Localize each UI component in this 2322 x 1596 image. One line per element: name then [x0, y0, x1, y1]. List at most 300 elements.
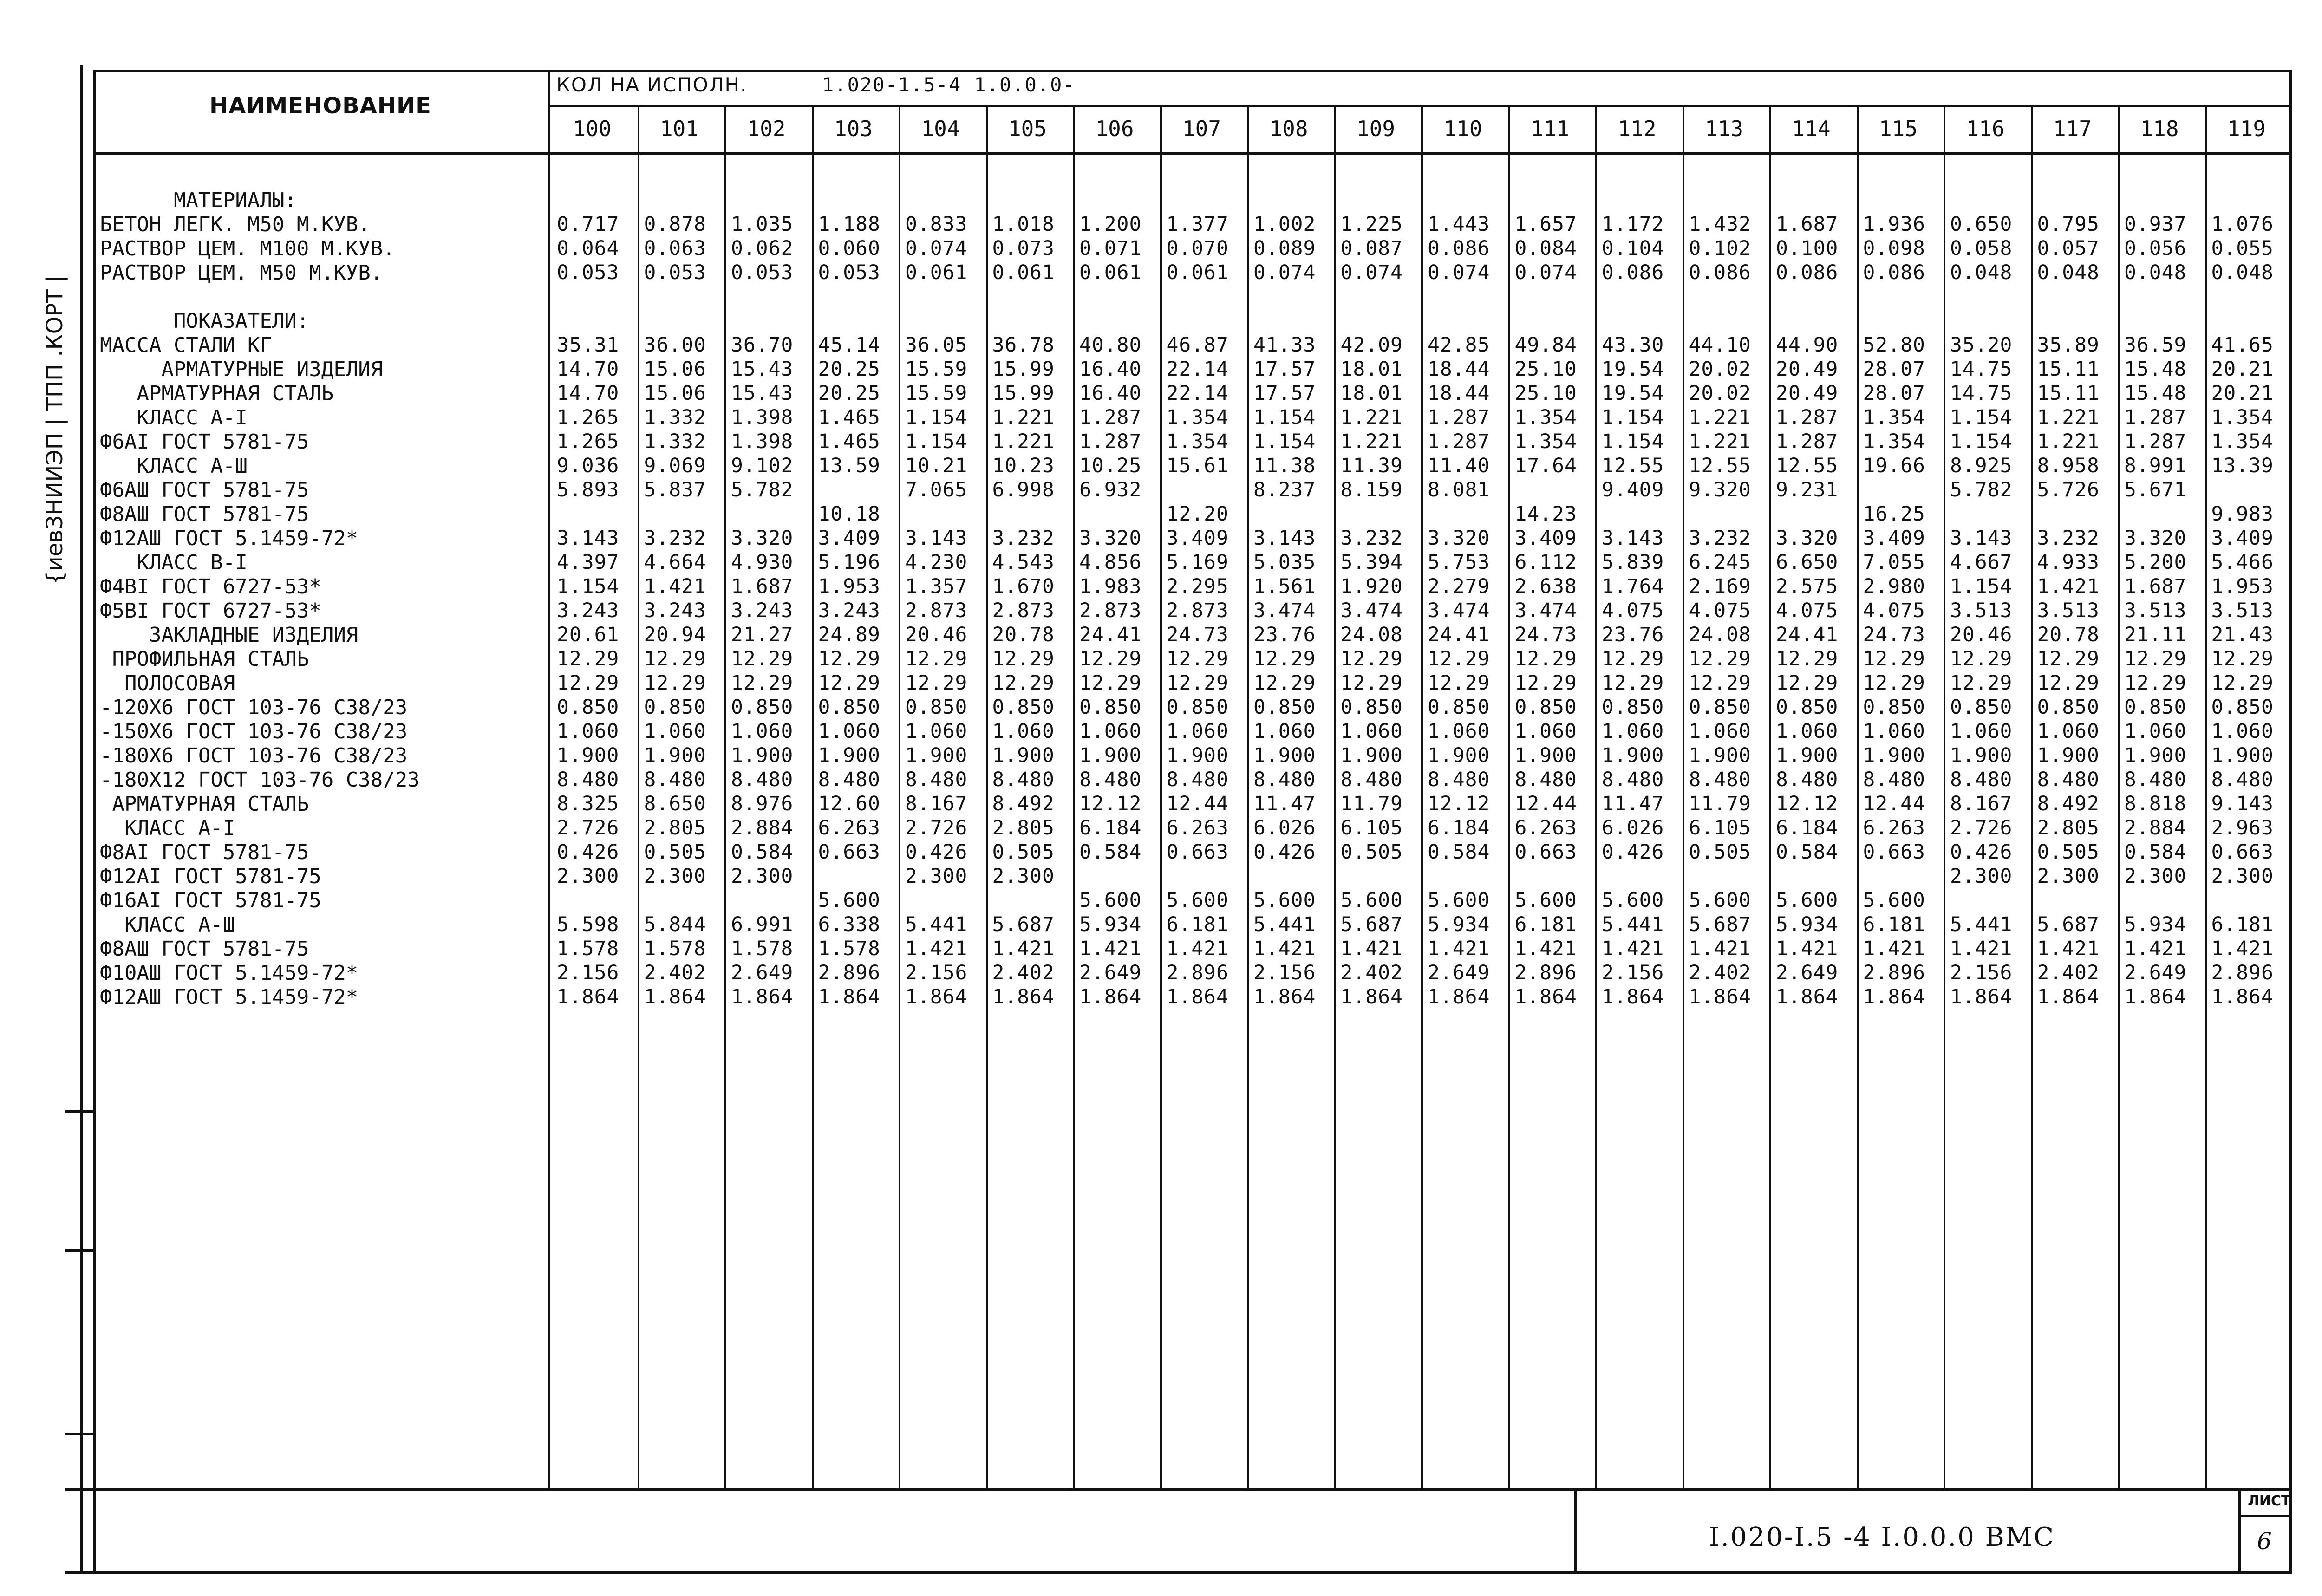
row-name: МАТЕРИАЛЫ:: [100, 189, 297, 212]
table-cell: 1.421: [1776, 937, 1839, 960]
table-cell: 13.39: [2211, 454, 2274, 477]
table-cell: 1.421: [992, 937, 1055, 960]
column-number: 101: [659, 116, 699, 141]
table-cell: 3.474: [1340, 599, 1403, 622]
table-cell: 20.61: [557, 623, 620, 646]
table-cell: 5.441: [905, 913, 968, 936]
table-cell: 0.070: [1166, 237, 1229, 260]
table-cell: 1.864: [644, 985, 706, 1009]
table-cell: 1.421: [1689, 937, 1751, 960]
column-number: 103: [834, 116, 873, 141]
table-cell: 11.79: [1689, 792, 1751, 815]
table-cell: 10.25: [1079, 454, 1142, 477]
row-name: РАСТВОР ЦЕМ. М100 М.КУВ.: [100, 237, 395, 261]
table-cell: 8.480: [731, 768, 794, 791]
table-cell: 2.963: [2211, 816, 2274, 840]
table-cell: 1.864: [1079, 985, 1142, 1009]
table-cell: 4.075: [1863, 599, 1925, 622]
table-cell: 1.421: [1079, 937, 1142, 960]
table-cell: 0.850: [1340, 696, 1403, 719]
table-cell: 1.060: [1166, 720, 1229, 743]
table-cell: 2.649: [1776, 961, 1839, 984]
table-cell: 42.85: [1428, 333, 1490, 357]
table-cell: 44.90: [1776, 333, 1839, 357]
table-cell: 0.086: [1689, 261, 1751, 284]
table-cell: 1.900: [1166, 744, 1229, 767]
table-cell: 0.850: [557, 696, 620, 719]
table-cell: 0.850: [1253, 696, 1316, 719]
table-cell: 1.287: [2124, 406, 2187, 429]
side-stamp-text: {иевЗНИИЭП | ТПП .КОРТ |: [42, 274, 68, 585]
table-cell: 19.54: [1602, 358, 1664, 381]
column-number: 110: [1443, 116, 1482, 141]
table-cell: 2.300: [2037, 865, 2100, 888]
table-cell: 1.864: [992, 985, 1055, 1009]
table-cell: 35.31: [557, 333, 620, 357]
table-cell: 3.513: [2211, 599, 2274, 622]
table-cell: 12.29: [992, 671, 1055, 695]
table-cell: 1.864: [1689, 985, 1751, 1009]
table-cell: 12.29: [557, 671, 620, 695]
row-name: Ф12АШ ГОСТ 5.1459-72*: [100, 527, 359, 550]
table-cell: 0.584: [1428, 840, 1490, 864]
table-cell: 2.649: [2124, 961, 2187, 984]
table-cell: 12.29: [2124, 671, 2187, 695]
table-cell: 1.154: [557, 575, 620, 598]
table-cell: 0.850: [1863, 696, 1925, 719]
table-cell: 1.900: [1340, 744, 1403, 767]
table-cell: 0.663: [2211, 840, 2274, 864]
table-cell: 11.40: [1428, 454, 1490, 477]
table-cell: 3.320: [1776, 527, 1839, 550]
table-cell: 6.650: [1776, 551, 1839, 574]
table-cell: 12.29: [731, 647, 794, 671]
table-cell: 1.287: [1428, 406, 1490, 429]
table-cell: 12.29: [1514, 671, 1577, 695]
table-cell: 0.505: [1689, 840, 1751, 864]
table-cell: 6.105: [1340, 816, 1403, 840]
table-cell: 9.409: [1602, 478, 1664, 502]
table-cell: 8.480: [1428, 768, 1490, 791]
table-cell: 20.21: [2211, 358, 2274, 381]
table-cell: 2.279: [1428, 575, 1490, 598]
table-cell: 14.23: [1514, 502, 1577, 526]
table-cell: 0.850: [2124, 696, 2187, 719]
table-cell: 2.300: [2124, 865, 2187, 888]
table-cell: 3.143: [1602, 527, 1664, 550]
column-number: 116: [1966, 116, 2005, 141]
column-divider: [1247, 107, 1249, 1488]
column-number: 111: [1530, 116, 1570, 141]
column-number: 117: [2053, 116, 2092, 141]
column-number: 109: [1356, 116, 1396, 141]
row-name: -150Х6 ГОСТ 103-76 С38/23: [100, 720, 408, 743]
table-cell: 20.49: [1776, 382, 1839, 405]
table-cell: 8.976: [731, 792, 794, 815]
table-cell: 1.154: [1602, 430, 1664, 453]
table-cell: 3.474: [1514, 599, 1577, 622]
column-number: 106: [1095, 116, 1134, 141]
table-cell: 4.664: [644, 551, 706, 574]
table-cell: 1.188: [818, 213, 881, 236]
table-cell: 5.934: [1079, 913, 1142, 936]
table-cell: 1.354: [1863, 430, 1925, 453]
table-cell: 1.900: [1863, 744, 1925, 767]
table-cell: 45.14: [818, 333, 881, 357]
table-cell: 1.060: [905, 720, 968, 743]
table-cell: 12.29: [1950, 671, 2013, 695]
table-cell: 1.864: [557, 985, 620, 1009]
table-cell: 16.40: [1079, 382, 1142, 405]
table-cell: 11.39: [1340, 454, 1403, 477]
table-cell: 6.181: [1514, 913, 1577, 936]
table-cell: 5.671: [2124, 478, 2187, 502]
table-cell: 2.300: [731, 865, 794, 888]
table-cell: 6.245: [1689, 551, 1751, 574]
table-cell: 1.287: [2124, 430, 2187, 453]
table-cell: 0.650: [1950, 213, 2013, 236]
table-cell: 2.156: [557, 961, 620, 984]
table-cell: 2.896: [818, 961, 881, 984]
table-cell: 1.900: [2211, 744, 2274, 767]
table-cell: 12.29: [2037, 671, 2100, 695]
table-cell: 0.056: [2124, 237, 2187, 260]
table-cell: 8.650: [644, 792, 706, 815]
table-cell: 2.300: [905, 865, 968, 888]
table-cell: 1.864: [1340, 985, 1403, 1009]
row-name: Ф6АI ГОСТ 5781-75: [100, 430, 309, 454]
table-cell: 2.884: [2124, 816, 2187, 840]
table-cell: 2.649: [1079, 961, 1142, 984]
table-cell: 3.513: [2037, 599, 2100, 622]
table-cell: 2.726: [557, 816, 620, 840]
row-name: Ф10АШ ГОСТ 5.1459-72*: [100, 961, 359, 985]
table-cell: 25.10: [1514, 382, 1577, 405]
row-name: ПОКАЗАТЕЛИ:: [100, 309, 309, 333]
table-cell: 9.983: [2211, 502, 2274, 526]
table-cell: 5.600: [1863, 889, 1925, 912]
table-cell: 3.409: [1863, 527, 1925, 550]
table-cell: 5.934: [2124, 913, 2187, 936]
table-cell: 9.320: [1689, 478, 1751, 502]
table-cell: 1.421: [644, 575, 706, 598]
table-cell: 3.243: [557, 599, 620, 622]
table-cell: 1.900: [1428, 744, 1490, 767]
table-cell: 1.421: [1166, 937, 1229, 960]
table-cell: 6.184: [1428, 816, 1490, 840]
table-cell: 5.598: [557, 913, 620, 936]
table-cell: 1.864: [1950, 985, 2013, 1009]
row-name: Ф8АШ ГОСТ 5781-75: [100, 937, 309, 961]
table-cell: 8.818: [2124, 792, 2187, 815]
table-cell: 5.169: [1166, 551, 1229, 574]
table-cell: 35.89: [2037, 333, 2100, 357]
table-cell: 0.850: [1428, 696, 1490, 719]
row-name: АРМАТУРНЫЕ ИЗДЕЛИЯ: [100, 358, 383, 381]
table-cell: 15.11: [2037, 382, 2100, 405]
table-cell: 15.99: [992, 382, 1055, 405]
table-cell: 0.850: [1079, 696, 1142, 719]
table-cell: 20.49: [1776, 358, 1839, 381]
table-cell: 5.600: [1776, 889, 1839, 912]
table-cell: 3.243: [731, 599, 794, 622]
row-name: КЛАСС А-Ш: [100, 913, 235, 937]
table-cell: 11.79: [1340, 792, 1403, 815]
table-cell: 1.900: [818, 744, 881, 767]
table-cell: 0.061: [905, 261, 968, 284]
table-cell: 24.89: [818, 623, 881, 646]
table-cell: 6.263: [818, 816, 881, 840]
table-cell: 16.25: [1863, 502, 1925, 526]
table-cell: 0.061: [1079, 261, 1142, 284]
table-cell: 6.263: [1514, 816, 1577, 840]
table-cell: 0.850: [1950, 696, 2013, 719]
table-cell: 5.600: [818, 889, 881, 912]
table-cell: 1.900: [905, 744, 968, 767]
table-cell: 20.25: [818, 382, 881, 405]
name-column-header: НАИМЕНОВАНИЕ: [209, 93, 431, 119]
table-cell: 15.43: [731, 382, 794, 405]
table-cell: 2.575: [1776, 575, 1839, 598]
table-cell: 5.600: [1514, 889, 1577, 912]
table-cell: 12.55: [1776, 454, 1839, 477]
table-cell: 6.184: [1776, 816, 1839, 840]
table-cell: 0.055: [2211, 237, 2274, 260]
table-cell: 21.43: [2211, 623, 2274, 646]
table-cell: 1.936: [1863, 213, 1925, 236]
table-cell: 1.864: [2037, 985, 2100, 1009]
name-column-divider: [548, 70, 550, 1488]
column-number: 107: [1182, 116, 1221, 141]
table-cell: 1.670: [992, 575, 1055, 598]
table-cell: 1.060: [1863, 720, 1925, 743]
table-cell: 3.232: [1689, 527, 1751, 550]
table-cell: 8.159: [1340, 478, 1403, 502]
table-cell: 0.102: [1689, 237, 1751, 260]
table-cell: 6.181: [1863, 913, 1925, 936]
table-cell: 2.300: [2211, 865, 2274, 888]
table-cell: 9.143: [2211, 792, 2274, 815]
table-cell: 1.002: [1253, 213, 1316, 236]
sheet-label: ЛИСТ: [2248, 1493, 2291, 1509]
table-cell: 2.156: [1253, 961, 1316, 984]
stamp-divider: [1574, 1488, 1577, 1572]
table-cell: 8.237: [1253, 478, 1316, 502]
table-cell: 4.397: [557, 551, 620, 574]
table-cell: 1.421: [1514, 937, 1577, 960]
table-cell: 1.864: [1253, 985, 1316, 1009]
table-cell: 3.143: [557, 527, 620, 550]
row-name: РАСТВОР ЦЕМ. М50 М.КУВ.: [100, 261, 383, 285]
table-cell: 8.925: [1950, 454, 2013, 477]
table-cell: 1.060: [1253, 720, 1316, 743]
table-cell: 3.474: [1428, 599, 1490, 622]
document-code-header: 1.020-1.5-4 1.0.0.0-: [822, 73, 1076, 96]
table-cell: 1.154: [1950, 575, 2013, 598]
table-cell: 2.300: [992, 865, 1055, 888]
table-cell: 1.578: [644, 937, 706, 960]
table-cell: 0.426: [1602, 840, 1664, 864]
table-cell: 0.053: [731, 261, 794, 284]
row-name: ПРОФИЛЬНАЯ СТАЛЬ: [100, 647, 309, 671]
kol-label: КОЛ НА ИСПОЛН.: [556, 73, 748, 96]
table-cell: 1.421: [905, 937, 968, 960]
table-cell: 12.29: [905, 647, 968, 671]
row-name: БЕТОН ЛЕГК. М50 М.КУВ.: [100, 213, 371, 236]
table-cell: 0.104: [1602, 237, 1664, 260]
table-cell: 12.29: [992, 647, 1055, 671]
table-cell: 12.29: [1079, 647, 1142, 671]
table-cell: 5.726: [2037, 478, 2100, 502]
table-cell: 3.320: [1428, 527, 1490, 550]
table-cell: 12.60: [818, 792, 881, 815]
column-number: 115: [1878, 116, 1918, 141]
table-cell: 2.896: [2211, 961, 2274, 984]
table-cell: 25.10: [1514, 358, 1577, 381]
table-cell: 2.402: [1689, 961, 1751, 984]
table-cell: 1.432: [1689, 213, 1751, 236]
table-cell: 0.850: [1514, 696, 1577, 719]
table-cell: 9.036: [557, 454, 620, 477]
table-cell: 1.900: [2124, 744, 2187, 767]
table-cell: 1.172: [1602, 213, 1664, 236]
table-cell: 2.156: [1950, 961, 2013, 984]
table-cell: 20.78: [2037, 623, 2100, 646]
table-cell: 3.320: [731, 527, 794, 550]
table-cell: 1.357: [905, 575, 968, 598]
table-cell: 1.900: [1253, 744, 1316, 767]
table-cell: 1.900: [731, 744, 794, 767]
table-cell: 24.73: [1863, 623, 1925, 646]
table-cell: 1.953: [2211, 575, 2274, 598]
row-name: Ф4ВI ГОСТ 6727-53*: [100, 575, 321, 599]
table-cell: 12.29: [1776, 647, 1839, 671]
table-cell: 1.154: [1950, 406, 2013, 429]
column-number: 104: [921, 116, 960, 141]
row-name: -120Х6 ГОСТ 103-76 С38/23: [100, 696, 408, 719]
table-cell: 1.465: [818, 430, 881, 453]
table-cell: 15.06: [644, 358, 706, 381]
table-cell: 1.421: [1340, 937, 1403, 960]
table-cell: 17.57: [1253, 382, 1316, 405]
table-cell: 12.29: [1253, 671, 1316, 695]
column-divider: [2205, 107, 2207, 1488]
table-cell: 5.200: [2124, 551, 2187, 574]
column-divider: [724, 107, 726, 1488]
table-cell: 3.143: [905, 527, 968, 550]
row-name: Ф5ВI ГОСТ 6727-53*: [100, 599, 321, 623]
table-cell: 1.900: [1950, 744, 2013, 767]
table-cell: 1.154: [1253, 406, 1316, 429]
table-cell: 8.492: [2037, 792, 2100, 815]
table-cell: 12.44: [1166, 792, 1229, 815]
table-cell: 21.27: [731, 623, 794, 646]
column-divider: [1073, 107, 1075, 1488]
table-cell: 15.06: [644, 382, 706, 405]
table-cell: 0.048: [1950, 261, 2013, 284]
table-cell: 0.850: [1602, 696, 1664, 719]
table-cell: 1.900: [992, 744, 1055, 767]
table-cell: 0.833: [905, 213, 968, 236]
table-cell: 1.287: [1079, 430, 1142, 453]
table-cell: 0.850: [1689, 696, 1751, 719]
table-cell: 3.232: [992, 527, 1055, 550]
table-cell: 6.026: [1253, 816, 1316, 840]
table-cell: 1.687: [1776, 213, 1839, 236]
column-number: 100: [573, 116, 612, 141]
table-cell: 0.426: [557, 840, 620, 864]
table-cell: 1.657: [1514, 213, 1577, 236]
table-cell: 24.41: [1428, 623, 1490, 646]
table-cell: 6.263: [1166, 816, 1229, 840]
table-cell: 1.864: [731, 985, 794, 1009]
table-cell: 11.47: [1602, 792, 1664, 815]
table-cell: 1.332: [644, 430, 706, 453]
table-cell: 1.060: [1340, 720, 1403, 743]
table-cell: 8.480: [557, 768, 620, 791]
table-cell: 0.053: [644, 261, 706, 284]
table-cell: 1.221: [1340, 406, 1403, 429]
table-cell: 1.764: [1602, 575, 1664, 598]
table-cell: 15.59: [905, 358, 968, 381]
table-cell: 11.38: [1253, 454, 1316, 477]
table-cell: 20.46: [905, 623, 968, 646]
table-cell: 0.074: [905, 237, 968, 260]
table-cell: 5.687: [2037, 913, 2100, 936]
table-cell: 10.18: [818, 502, 881, 526]
table-cell: 5.600: [1689, 889, 1751, 912]
table-cell: 1.060: [1950, 720, 2013, 743]
table-cell: 8.480: [644, 768, 706, 791]
table-cell: 1.060: [1689, 720, 1751, 743]
table-cell: 1.900: [644, 744, 706, 767]
table-cell: 18.01: [1340, 358, 1403, 381]
table-cell: 13.59: [818, 454, 881, 477]
table-cell: 1.060: [818, 720, 881, 743]
table-cell: 1.287: [1428, 430, 1490, 453]
table-cell: 1.154: [905, 430, 968, 453]
table-cell: 0.584: [731, 840, 794, 864]
table-cell: 3.232: [2037, 527, 2100, 550]
table-cell: 0.074: [1253, 261, 1316, 284]
table-cell: 1.200: [1079, 213, 1142, 236]
table-cell: 2.300: [1950, 865, 2013, 888]
table-cell: 12.29: [1602, 671, 1664, 695]
table-cell: 2.402: [1340, 961, 1403, 984]
table-cell: 24.73: [1514, 623, 1577, 646]
table-cell: 1.221: [1689, 406, 1751, 429]
table-cell: 3.409: [2211, 527, 2274, 550]
table-cell: 8.492: [992, 792, 1055, 815]
table-cell: 1.398: [731, 406, 794, 429]
table-cell: 1.578: [818, 937, 881, 960]
table-cell: 2.873: [992, 599, 1055, 622]
table-cell: 1.265: [557, 406, 620, 429]
table-cell: 5.600: [1340, 889, 1403, 912]
table-cell: 4.543: [992, 551, 1055, 574]
table-cell: 12.29: [1863, 671, 1925, 695]
column-divider: [899, 107, 900, 1488]
row-name: АРМАТУРНАЯ СТАЛЬ: [100, 792, 309, 816]
table-cell: 2.873: [1166, 599, 1229, 622]
table-cell: 0.064: [557, 237, 620, 260]
column-divider: [638, 107, 639, 1488]
table-cell: 5.934: [1428, 913, 1490, 936]
table-cell: 17.64: [1514, 454, 1577, 477]
row-name: ЗАКЛАДНЫЕ ИЗДЕЛИЯ: [100, 623, 359, 647]
table-cell: 8.325: [557, 792, 620, 815]
table-cell: 20.25: [818, 358, 881, 381]
